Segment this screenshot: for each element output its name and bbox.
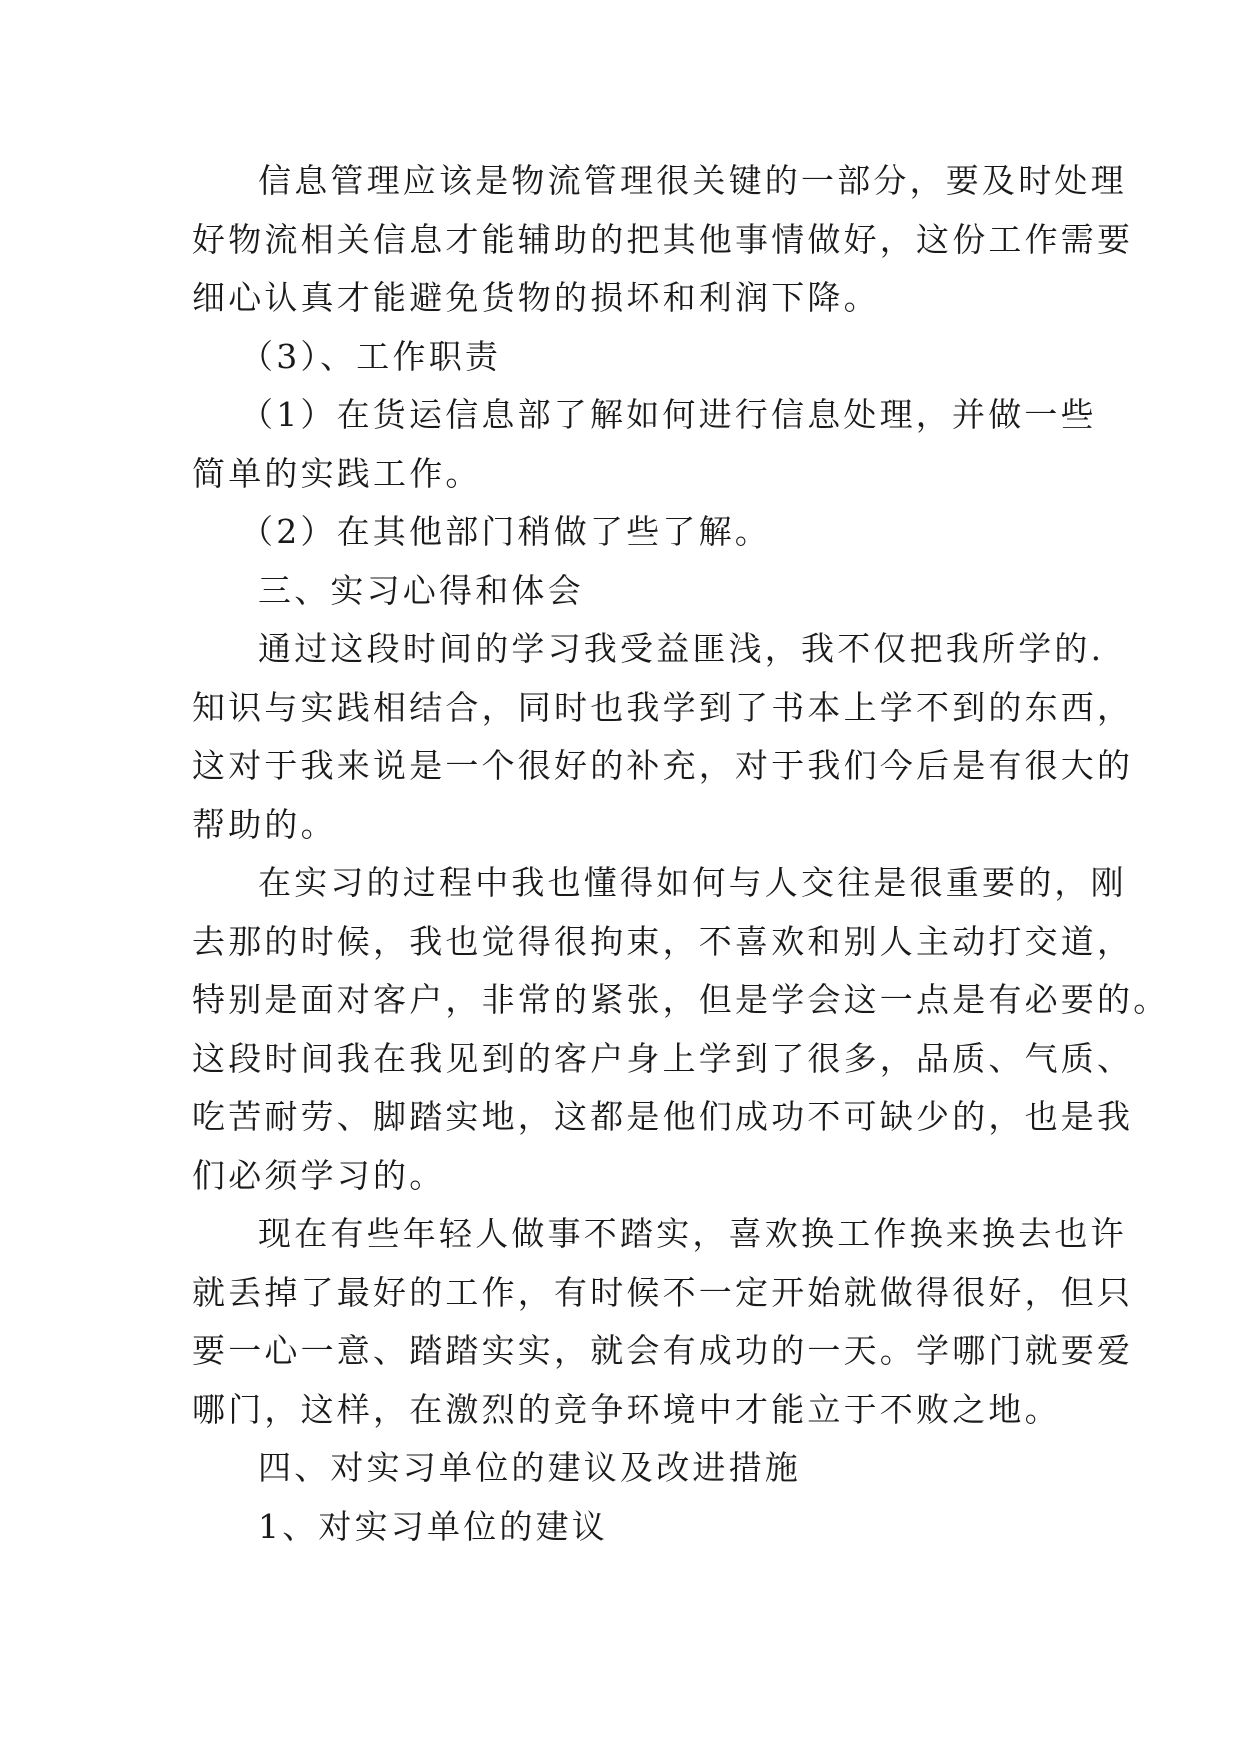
text-line: 特别是面对客户，非常的紧张，但是学会这一点是有必要的。 xyxy=(192,980,1170,1019)
paragraph-experience-2 xyxy=(192,854,1170,1205)
paragraph-experience-3 xyxy=(192,1205,1134,1439)
text-line: 去那的时候，我也觉得很拘束，不喜欢和别人主动打交道， xyxy=(192,921,1134,961)
text-line: 知识与实践相结合，同时也我学到了书本上学不到的东西， xyxy=(192,687,1134,727)
heading-work-duties xyxy=(192,328,1062,387)
text-line: 四、对实习单位的建议及改进措施 xyxy=(258,1448,801,1487)
paragraph-info-management xyxy=(192,152,1134,328)
text-line: （2）在其他部门稍做了些了解。 xyxy=(240,512,771,551)
text-line: 这对于我来说是一个很好的补充，对于我们今后是有很大的 xyxy=(192,746,1134,785)
text-line: 现在有些年轻人做事不踏实，喜欢换工作换来换去也许 xyxy=(258,1214,1127,1253)
text-line: 好物流相关信息才能辅助的把其他事情做好，这份工作需要 xyxy=(192,219,1134,259)
text-line: 要一心一意、踏踏实实，就会有成功的一天。学哪门就要爱 xyxy=(192,1331,1134,1370)
text-line: 们必须学习的。 xyxy=(192,1155,446,1195)
text-line: 帮助的。 xyxy=(192,804,337,844)
text-line: 细心认真才能避免货物的损坏和利润下降。 xyxy=(192,278,880,317)
text-line: 三、实习心得和体会 xyxy=(258,570,584,610)
document-body xyxy=(192,152,1170,1556)
text-line: 就丢掉了最好的工作，有时候不一定开始就做得很好，但只 xyxy=(192,1272,1134,1312)
text-line: 1、对实习单位的建议 xyxy=(258,1506,608,1546)
text-line: 在实习的过程中我也懂得如何与人交往是很重要的，刚 xyxy=(258,863,1127,902)
text-line: 吃苦耐劳、脚踏实地，这都是他们成功不可缺少的，也是我 xyxy=(192,1097,1134,1136)
heading-experience xyxy=(192,562,1062,621)
text-line: 哪门，这样，在激烈的竞争环境中才能立于不败之地。 xyxy=(192,1389,1061,1429)
paragraph-duty-1 xyxy=(192,386,1097,503)
paragraph-experience-1 xyxy=(192,620,1134,854)
text-line: （3）、工作职责 xyxy=(240,336,502,376)
text-line: 通过这段时间的学习我受益匪浅，我不仅把我所学的. xyxy=(258,629,1105,668)
paragraph-duty-2 xyxy=(192,503,1062,562)
heading-suggestion-1 xyxy=(192,1498,1062,1557)
text-line: 简单的实践工作。 xyxy=(192,453,482,493)
text-line: （1）在货运信息部了解如何进行信息处理，并做一些 xyxy=(240,395,1097,434)
heading-suggestions xyxy=(192,1439,1062,1498)
text-line: 信息管理应该是物流管理很关键的一部分，要及时处理 xyxy=(258,161,1127,200)
text-line: 这段时间我在我见到的客户身上学到了很多，品质、气质、 xyxy=(192,1038,1134,1078)
